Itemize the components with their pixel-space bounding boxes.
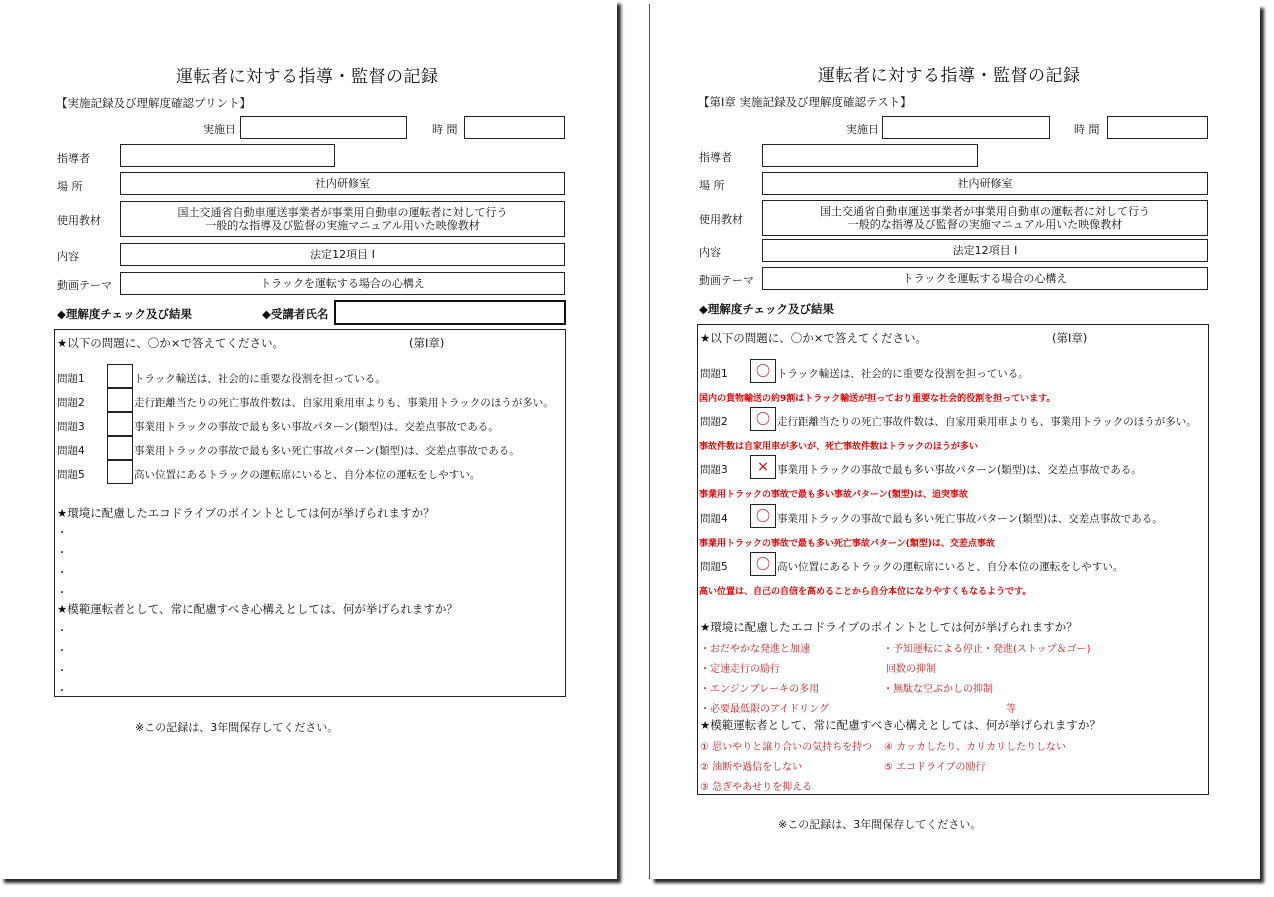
answer-box[interactable]: × — [750, 455, 776, 479]
eco-answer-line[interactable]: ・ — [57, 568, 67, 579]
content-field: 法定12項目 I — [120, 243, 565, 266]
eco-answer: 回数の抑制 — [886, 664, 936, 675]
time-label: 時 間 — [432, 123, 458, 136]
question-label: 問題4 — [57, 445, 85, 457]
answer-explanation: 事業用トラックの事故で最も多い事故パターン(類型)は、追突事故 — [699, 490, 968, 500]
model-answer: ② 油断や過信をしない — [700, 762, 803, 773]
time-label: 時 間 — [1074, 123, 1100, 136]
question-text: 事業用トラックの事故で最も多い死亡事故パターン(類型)は、交差点事故である。 — [134, 445, 520, 457]
date-label: 実施日 — [203, 123, 236, 136]
eco-answer: ・エンジンブレーキの多用 — [700, 684, 820, 695]
eco-question: ★環境に配慮したエコドライブのポイントとしては何が挙げられますか？ — [700, 620, 1078, 634]
date-field[interactable] — [882, 116, 1050, 139]
question-label: 問題1 — [57, 373, 85, 385]
theme-field: トラックを運転する場合の心構え — [120, 272, 565, 295]
model-answer: ⑤ エコドライブの励行 — [884, 762, 986, 773]
answer-box[interactable]: 〇 — [750, 407, 776, 431]
answer-explanation: 国内の貨物輸送の約9割はトラック輸送が担っており重要な社会的役割を担っています。 — [699, 394, 1056, 404]
time-field[interactable] — [464, 116, 565, 139]
answer-explanation: 事業用トラックの事故で最も多い死亡事故パターン(類型)は、交差点事故 — [699, 539, 995, 549]
sheet-subtitle: 【第Ⅰ章 実施記録及び理解度確認テスト】 — [698, 95, 912, 109]
question-label: 問題1 — [700, 368, 728, 380]
retention-footnote: ※この記録は、3年間保存してください。 — [135, 721, 339, 734]
question-label: 問題2 — [700, 416, 728, 428]
answer-box[interactable] — [107, 436, 133, 460]
question-text: 事業用トラックの事故で最も多い事故パターン(類型)は、交差点事故である。 — [134, 421, 499, 433]
place-field: 社内研修室 — [762, 172, 1208, 195]
time-field[interactable] — [1107, 116, 1208, 139]
material-line-1: 国土交通省自動車運送事業者が事業用自動車の運転者に対して行う — [177, 206, 508, 219]
theme-field: トラックを運転する場合の心構え — [762, 267, 1208, 290]
place-field: 社内研修室 — [120, 172, 565, 195]
page-title: 運転者に対する指導・監督の記録 — [176, 67, 439, 87]
eco-answer: ・必要最低限のアイドリング — [700, 704, 829, 715]
retention-footnote: ※この記録は、3年間保存してください。 — [778, 818, 982, 831]
question-label: 問題2 — [57, 397, 85, 409]
model-answer: ① 思いやりと譲り合いの気持ちを持つ — [700, 742, 873, 753]
eco-question: ★環境に配慮したエコドライブのポイントとしては何が挙げられますか？ — [57, 506, 435, 520]
content-label: 内容 — [57, 250, 79, 263]
material-label: 使用教材 — [57, 214, 101, 227]
material-line-1: 国土交通省自動車運送事業者が事業用自動車の運転者に対して行う — [820, 205, 1150, 218]
check-heading: ◆理解度チェック及び結果 — [57, 307, 192, 321]
chapter-label: (第Ⅰ章) — [409, 336, 445, 350]
question-label: 問題4 — [700, 513, 728, 525]
check-heading: ◆理解度チェック及び結果 — [699, 302, 834, 316]
blank-record-sheet — [0, 0, 617, 879]
place-label: 場 所 — [699, 179, 725, 192]
eco-answer: ・無駄な空ぶかしの抑制 — [883, 684, 993, 695]
quiz-instruction: ★以下の問題に、〇か×で答えてください。 — [700, 331, 927, 345]
answer-box[interactable]: 〇 — [750, 504, 776, 528]
model-answer-line[interactable]: ・ — [57, 626, 67, 637]
answer-box[interactable] — [107, 388, 133, 412]
question-text: 走行距離当たりの死亡事故件数は、自家用乗用車よりも、事業用トラックのほうが多い。 — [134, 397, 554, 409]
instructor-label: 指導者 — [699, 151, 732, 164]
material-line-2: 一般的な指導及び監督の実施マニュアル用いた映像教材 — [847, 218, 1123, 231]
theme-label: 動画テーマ — [699, 274, 754, 287]
answer-box[interactable] — [107, 460, 133, 484]
answer-explanation: 高い位置は、自己の自信を高めることから自分本位になりやすくもなるようです。 — [699, 587, 1032, 597]
material-label: 使用教材 — [699, 213, 743, 226]
eco-answer: ・予知運転による停止・発進(ストップ＆ゴー) — [883, 644, 1091, 655]
theme-label: 動画テーマ — [57, 279, 112, 292]
chapter-label: (第Ⅰ章) — [1052, 331, 1088, 345]
material-field — [120, 201, 565, 237]
model-driver-question: ★模範運転者として、常に配慮すべき心構えとしては、何が挙げられますか？ — [700, 718, 1101, 732]
question-text: トラック輸送は、社会的に重要な役割を担っている。 — [134, 373, 386, 385]
sheet-subtitle: 【実施記録及び理解度確認プリント】 — [56, 96, 252, 110]
answer-box[interactable] — [107, 412, 133, 436]
material-line-2: 一般的な指導及び監督の実施マニュアル用いた映像教材 — [205, 219, 480, 232]
question-text: 事業用トラックの事故で最も多い死亡事故パターン(類型)は、交差点事故である。 — [777, 513, 1163, 525]
question-text: トラック輸送は、社会的に重要な役割を担っている。 — [777, 368, 1029, 380]
answer-box[interactable] — [107, 364, 133, 388]
place-label: 場 所 — [57, 180, 83, 193]
model-answer-line[interactable]: ・ — [57, 686, 67, 697]
eco-answer-line[interactable]: ・ — [57, 528, 67, 539]
model-answer: ④ カッカしたり、カリカリしたりしない — [884, 742, 1066, 753]
question-text: 走行距離当たりの死亡事故件数は、自家用乗用車よりも、事業用トラックのほうが多い。 — [777, 416, 1197, 428]
eco-answer: ・定速走行の励行 — [700, 664, 780, 675]
question-text: 高い位置にあるトラックの運転席にいると、自分本位の運転をしやすい。 — [134, 469, 481, 481]
eco-answer: ・おだやかな発進と加速 — [700, 644, 810, 655]
material-field — [762, 200, 1208, 236]
answer-box[interactable]: 〇 — [750, 552, 776, 576]
question-label: 問題5 — [57, 469, 85, 481]
model-answer: ③ 急ぎやあせりを抑える — [700, 782, 813, 793]
page-title: 運転者に対する指導・監督の記録 — [818, 66, 1081, 86]
answer-explanation: 事故件数は自家用車が多いが、死亡事故件数はトラックのほうが多い — [699, 442, 978, 452]
question-label: 問題3 — [700, 464, 728, 476]
trainee-name-field[interactable] — [334, 300, 566, 325]
question-label: 問題3 — [57, 421, 85, 433]
question-text: 事業用トラックの事故で最も多い事故パターン(類型)は、交差点事故である。 — [777, 464, 1142, 476]
content-field: 法定12項目 I — [762, 239, 1208, 262]
eco-answer-line[interactable]: ・ — [57, 588, 67, 599]
date-label: 実施日 — [846, 123, 879, 136]
answer-box[interactable]: 〇 — [750, 359, 776, 383]
trainee-label: ◆受講者氏名 — [262, 307, 329, 321]
eco-answer-line[interactable]: ・ — [57, 548, 67, 559]
date-field[interactable] — [240, 116, 407, 139]
quiz-instruction: ★以下の問題に、〇か×で答えてください。 — [57, 336, 284, 350]
eco-answer: 等 — [1006, 704, 1016, 715]
question-text: 高い位置にあるトラックの運転席にいると、自分本位の運転をしやすい。 — [777, 561, 1124, 573]
model-answer-line[interactable]: ・ — [57, 646, 67, 657]
instructor-label: 指導者 — [57, 152, 90, 165]
question-label: 問題5 — [700, 561, 728, 573]
answer-key-sheet — [650, 4, 1260, 879]
instructor-field[interactable] — [120, 144, 335, 167]
model-answer-line[interactable]: ・ — [57, 666, 67, 677]
instructor-field[interactable] — [762, 144, 978, 167]
model-driver-question: ★模範運転者として、常に配慮すべき心構えとしては、何が挙げられますか？ — [57, 602, 458, 616]
content-label: 内容 — [699, 246, 721, 259]
